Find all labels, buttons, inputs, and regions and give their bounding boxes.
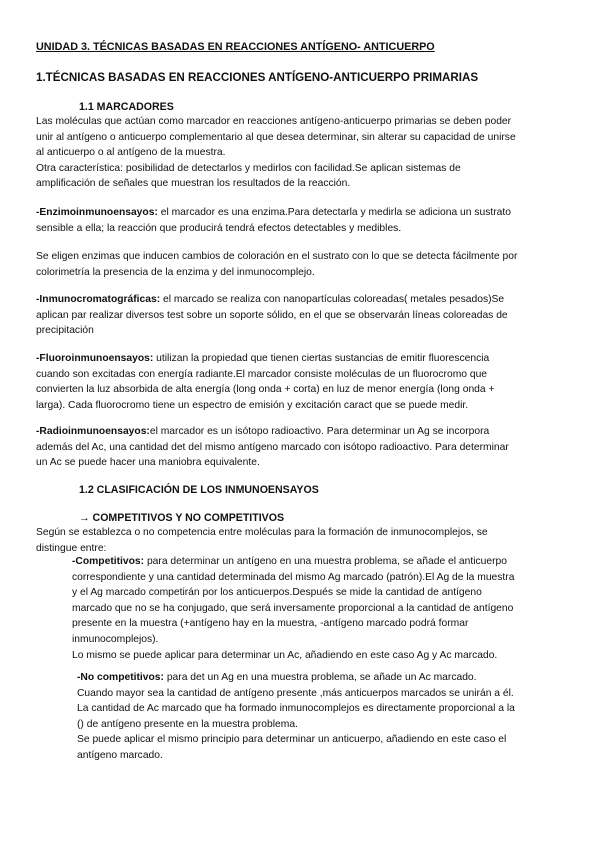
fluoroinmunoensayos-paragraph <box>36 351 495 413</box>
competitivos-heading: → COMPETITIVOS Y NO COMPETITIVOS <box>79 512 285 524</box>
text-line: Según se establezca o no competencia entre moléculas para la formación de inmunocomplejos, se <box>36 527 488 538</box>
text-line: distingue entre: <box>36 542 107 554</box>
no-competitivos-term: -No competitivos: <box>77 672 164 683</box>
text-line: Otra característica: posibilidad de detectarlos y medirlos con facilidad.Se aplican sistemas de <box>36 162 461 174</box>
text-line: al anticuerpo o al antígeno de la muestra. <box>36 147 226 159</box>
inmuno-text: el marcado se realiza con nanopartículas coloreadas( metales pesados)Se <box>160 294 505 305</box>
enzimo-term: -Enzimoinmunoensayos: <box>36 207 158 218</box>
text-line: además del Ac, una cantidad det del mismo antígeno marcado con isótopo radioactivo. Para determinar <box>36 441 509 453</box>
fluoro-term: -Fluoroinmunoensayos: <box>36 353 154 364</box>
unit-title: UNIDAD 3. TÉCNICAS BASADAS EN REACCIONES ANTÍGENO- ANTICUERPO <box>36 41 435 53</box>
clasificacion-intro <box>36 525 488 556</box>
no-competitivos-text: para det un Ag en una muestra problema, se añade un Ac marcado. <box>163 672 477 683</box>
enzimo-text: el marcador es una enzima.Para detectarla y medirla se adiciona un sustrato <box>157 207 511 218</box>
radio-text: el marcador es un isótopo radioactivo. Para determinar un Ag se incorpora <box>149 426 490 437</box>
text-line: La cantidad de Ac marcado que ha formado inmunocomplejos es directamente proporcional a la <box>77 703 515 715</box>
text-line: Se eligen enzimas que inducen cambios de coloración en el sustrato con lo que se detecta fácilmente por <box>36 251 518 262</box>
text-line: marcado que no se ha conjugado, que será inversamente proporcional a la cantidad de antígeno <box>72 602 514 614</box>
text-line: un Ac se puede hacer una maniobra equivalente. <box>36 457 260 469</box>
text-line: unir al antígeno o anticuerpo complementario al que desea determinar, sin alterar su capacidad de unirse <box>36 131 516 143</box>
section-1-title: 1.TÉCNICAS BASADAS EN REACCIONES ANTÍGENO-ANTICUERPO PRIMARIAS <box>36 71 479 84</box>
text-line: convierten la luz absorbida de alta energía (long onda + corta) en luz de menor energía (long onda + <box>36 384 495 396</box>
radio-term: -Radioinmunoensayos: <box>36 426 150 437</box>
competitivos-text: para determinar un antígeno en una muestra problema, se añade el anticuerpo <box>144 556 508 567</box>
text-line: colorimetría la presencia de la enzima y del inmunocomplejo. <box>36 266 315 278</box>
enzimoinmunoensayos-paragraph <box>36 205 511 236</box>
text-line: sensible a ella; la reacción que producirá tendrá efectos detectables y medibles. <box>36 222 402 234</box>
inmuno-term: -Inmunocromatográficas: <box>36 294 161 305</box>
marcadores-paragraph <box>36 114 516 192</box>
subsection-1-2-title: 1.2 CLASIFICACIÓN DE LOS INMUNOENSAYOS <box>79 484 319 496</box>
text-line: correspondiente y una cantidad determinada del mismo Ag marcado (patrón).El Ag de la muestra <box>72 571 515 583</box>
text-line: Cuando mayor sea la cantidad de antígeno presente ,más anticuerpos marcados se unirán a él. <box>77 687 514 699</box>
text-line: aplican par realizar diversos test sobre un soporte sólido, en el que se observarán líneas coloreadas de <box>36 309 508 321</box>
fluoro-text: utilizan la propiedad que tienen ciertas sustancias de emitir fluorescencia <box>153 353 490 364</box>
inmunocromatograficas-paragraph <box>36 292 508 339</box>
text-line: () de antígeno presente en la muestra problema. <box>77 718 298 730</box>
text-line: Las moléculas que actúan como marcador en reacciones antígeno-anticuerpo primarias se deben poder <box>36 116 512 127</box>
text-line: presente en la muestra (+antígeno hay en la muestra, -antígeno marcado podrá formar <box>72 618 469 630</box>
text-line: larga). Cada fluorocromo tiene un espectro de emisión y excitación caract que se puede medir. <box>36 399 469 411</box>
text-line: cuando son excitadas con energía radiante.El marcador consiste moléculas de un fluorocromo que <box>36 368 488 380</box>
radioinmunoensayos-paragraph <box>36 424 509 471</box>
text-line: Se puede aplicar el mismo principio para determinar un anticuerpo, añadiendo en este caso el <box>77 734 507 746</box>
text-line: amplificación de señales que muestran los resultados de la reacción. <box>36 178 351 190</box>
text-line: antígeno marcado. <box>77 749 163 761</box>
text-line: Lo mismo se puede aplicar para determinar un Ac, añadiendo en este caso Ag y Ac marcado. <box>72 649 498 661</box>
text-line: inmunocomplejos). <box>72 633 159 645</box>
competitivos-term: -Competitivos: <box>72 556 145 567</box>
enzimo-detail-paragraph <box>36 249 517 280</box>
subsection-1-1-title: 1.1 MARCADORES <box>79 101 174 113</box>
text-line: precipitación <box>36 325 94 337</box>
no-competitivos-paragraph <box>77 670 515 764</box>
competitivos-paragraph <box>72 554 514 663</box>
text-line: y el Ag marcado competirán por los anticuerpos.Después se mide la cantidad de antígeno <box>72 587 482 599</box>
